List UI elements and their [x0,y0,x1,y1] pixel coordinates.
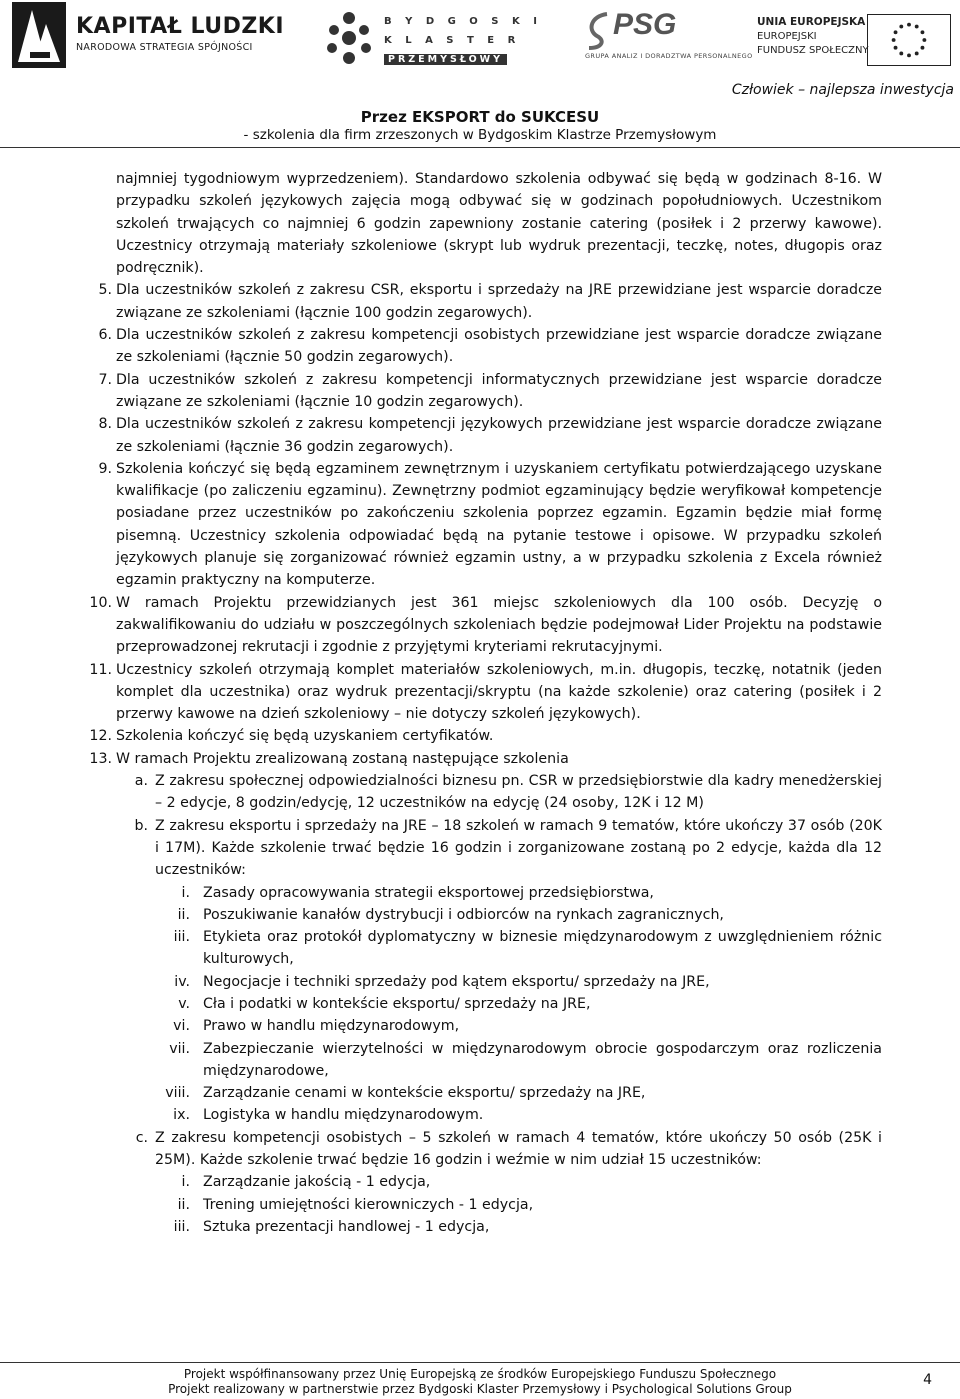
footer-line-2: Projekt realizowany w partnerstwie przez Bydgoski Klaster Przemysłowy i Psychological Solutions Group [168,1382,792,1396]
item-text: W ramach Projektu przewidzianych jest 361 miejsc szkoleniowych dla 100 osób. Decyzję o zakwalifikowaniu do udziału w poszczególnych szkoleniach będzie podejmował Lider Projektu na podstawie przeprowadzonej rekrutacji i zgodnie z przyjętymi kryteriami rekrutacyjnymi. [116,594,882,656]
item-number: 11. [89,661,112,678]
footer-line-1: Projekt współfinansowany przez Unię Europejską ze środków Europejskiego Funduszu Społecznego [183,1367,777,1381]
item-text: Uczestnicy szkoleń otrzymają komplet materiałów szkoleniowych, m.in. długopis, teczkę, notatnik (jeden komplet dla uczestnika) oraz wydruk prezentacji/skryptu (na każde szkolenie) oraz catering (posiłek i 2 przerwy kawowe na dzień szkoleniowy – nie dotyczy szkoleń językowych). [116,661,882,723]
item-number: 7. [98,371,112,388]
header-divider [0,147,960,148]
psg-subtitle: GRUPA ANALIZ I DORADZTWA PERSONALNEGO [585,52,753,60]
topic-item [0,1104,882,1126]
item-number: 13. [89,750,112,767]
list-item [0,748,882,770]
bkp-line-2: K L A S T E R [384,35,521,46]
item-number: 10. [89,594,112,611]
topic-number: iv. [174,973,190,990]
item-text: Dla uczestników szkoleń z zakresu CSR, eksportu i sprzedaży na JRE przewidziane jest wsparcie doradcze związane ze szkoleniami (łącznie 100 godzin zegarowych). [116,282,882,321]
topic-text: Zabezpieczanie wierzytelności w międzynarodowym obrocie gospodarczym oraz rozliczenia międzynarodowe, [203,1040,882,1079]
sub-item-letter: b. [134,817,148,834]
list-item [0,659,882,726]
bkp-line-1: B Y D G O S K I [384,16,542,27]
topic-text: Trening umiejętności kierowniczych - 1 edycja, [203,1196,534,1213]
topic-text: Prawo w handlu międzynarodowym, [203,1018,460,1035]
sub-item-a [0,770,882,815]
list-item [0,324,882,369]
topic-item [0,971,882,993]
topic-number: iii. [173,929,190,946]
topic-number: ii. [177,1196,190,1213]
topic-item [0,1216,882,1238]
item-number: 5. [98,282,112,299]
kapital-ludzki-emblem-icon [12,2,66,68]
sub-item-letter: a. [134,773,148,790]
sub-item-b [0,815,882,882]
list-item [0,458,882,592]
sub-item-text: Z zakresu kompetencji osobistych – 5 szkoleń w ramach 4 tematów, które ukończy 50 osób (25K i 25M). Każde szkolenie trwać będzie 16 godzin i weźmie w nim udział 15 uczestników: [155,1129,882,1169]
psg-swirl-icon [583,10,613,50]
item-number: 9. [98,460,112,477]
page-title: Przez EKSPORT do SUKCESU [360,108,600,126]
topic-text: Poszukiwanie kanałów dystrybucji i odbiorców na rynkach zagranicznych, [203,906,724,923]
topic-item [0,1171,882,1193]
document-body [0,168,960,1238]
footer-divider [0,1362,960,1363]
item-text: Dla uczestników szkoleń z zakresu kompetencji językowych przewidziane jest wsparcie doradcze związane ze szkoleniami (łącznie 36 godzin zegarowych). [116,416,882,455]
ue-line-1: UNIA EUROPEJSKA [757,16,866,28]
psg-logo [583,8,753,70]
item-text: Dla uczestników szkoleń z zakresu kompetencji osobistych przewidziane jest wsparcie doradcze związane ze szkoleniami (łącznie 50 godzin zegarowych). [116,327,882,366]
list-item [0,413,882,458]
topic-number: ii. [177,906,190,923]
kapital-ludzki-name: KAPITAŁ LUDZKI [76,14,285,39]
list-item [0,279,882,324]
intro-paragraph: najmniej tygodniowym wyprzedzeniem). Standardowo szkolenia odbywać się będą w godzinach 8-16. W przypadku szkoleń językowych zajęcia mogą odbywać się w godzinach popołudniowych. Uczestnikom szkoleń trwających co najmniej 6 godzin zapewniony zostanie catering (posiłek i 2 przerwy kawowe). Uczestnicy otrzymają materiały szkoleniowe (skrypt lub wydruk prezentacji, teczkę, notes, długopis oraz podręcznik). [116,171,882,277]
topic-text: Sztuka prezentacji handlowej - 1 edycja, [203,1218,490,1235]
topic-text: Negocjacje i techniki sprzedaży pod kątem eksportu/ sprzedaży na JRE, [203,973,710,990]
bkp-line-3: PRZEMYSŁOWY [384,54,507,65]
topic-item [0,882,882,904]
page-subtitle: - szkolenia dla firm zrzeszonych w Bydgoskim Klastrze Przemysłowym [243,127,717,143]
item-number: 6. [98,327,112,344]
topic-number: i. [181,1174,190,1191]
header-logos [0,0,960,80]
item-text: Szkolenia kończyć się będą uzyskaniem certyfikatów. [116,728,494,745]
sub-item-letter: c. [135,1129,148,1146]
list-item [0,725,882,747]
kapital-ludzki-subtitle: NARODOWA STRATEGIA SPÓJNOŚCI [76,42,253,53]
topic-item [0,1015,882,1037]
topic-number: v. [178,995,190,1012]
topic-item [0,1194,882,1216]
item-text: Dla uczestników szkoleń z zakresu kompetencji informatycznych przewidziane jest wsparcie doradcze związane ze szkoleniami (łącznie 10 godzin zegarowych). [116,371,882,410]
topic-number: viii. [165,1085,190,1102]
topic-number: iii. [173,1218,190,1235]
sub-item-c [0,1127,882,1172]
topic-number: ix. [173,1107,190,1124]
topic-text: Logistyka w handlu międzynarodowym. [203,1107,484,1124]
item-text: W ramach Projektu zrealizowaną zostaną następujące szkolenia [116,750,569,767]
topic-text: Cła i podatki w kontekście eksportu/ sprzedaży na JRE, [203,995,591,1012]
bkp-logo [322,10,542,68]
bkp-dots-icon [322,10,376,66]
ue-line-2: EUROPEJSKI [757,31,817,42]
item-number: 12. [89,728,112,745]
list-item [0,369,882,414]
page-number: 4 [923,1372,932,1388]
topic-number: i. [181,884,190,901]
topic-item [0,1038,882,1083]
topic-item [0,993,882,1015]
ue-logo [757,14,957,70]
ue-line-3: FUNDUSZ SPOŁECZNY [757,45,869,56]
topic-number: vii. [169,1040,190,1057]
topic-item [0,926,882,971]
topic-number: vi. [173,1018,190,1035]
topic-text: Zarządzanie cenami w kontekście eksportu/ sprzedaży na JRE, [203,1085,646,1102]
item-text: Szkolenia kończyć się będą egzaminem zewnętrznym i uzyskaniem certyfikatu potwierdzającego uzyskane kwalifikacje (po zaliczeniu egzaminu). Zewnętrzny podmiot egzaminujący będzie weryfikował kompetencje posiadane przez uczestników po zakończeniu szkolenia poprzez egzamin. Egzamin będzie miał formę pisemną. Uczestnicy szkolenia odpowiadać będą na pytanie testowe i opisowe. W przypadku szkoleń językowych planuje się zorganizować również egzamin ustny, a w przypadku szkolenia z Excela również egzamin praktyczny na komputerze. [116,460,882,589]
item-number: 8. [98,416,112,433]
psg-name: PSG [613,8,677,41]
sub-item-text: Z zakresu społecznej odpowiedzialności biznesu pn. CSR w przedsiębiorstwie dla kadry menedżerskiej – 2 edycje, 8 godzin/edycję, 12 uczestników na edycję (24 osoby, 12K i 12 M) [155,773,882,812]
list-item [0,592,882,659]
topic-text: Zarządzanie jakością - 1 edycja, [203,1174,431,1191]
topic-item [0,904,882,926]
topic-item [0,1082,882,1104]
eu-flag-icon [867,14,951,66]
topic-text: Etykieta oraz protokół dyplomatyczny w biznesie międzynarodowym z uwzględnieniem różnic kulturowych, [203,929,882,968]
motto: Człowiek – najlepsza inwestycja [731,82,954,98]
sub-item-text: Z zakresu eksportu i sprzedaży na JRE – 18 szkoleń w ramach 9 tematów, które ukończy 37 osób (20K i 17M). Każde szkolenie trwać będzie 16 godzin i zorganizowane zostaną po 2 edycje, każda dla 12 uczestników: [155,817,882,879]
topic-text: Zasady opracowywania strategii eksportowej przedsiębiorstwa, [203,884,654,901]
